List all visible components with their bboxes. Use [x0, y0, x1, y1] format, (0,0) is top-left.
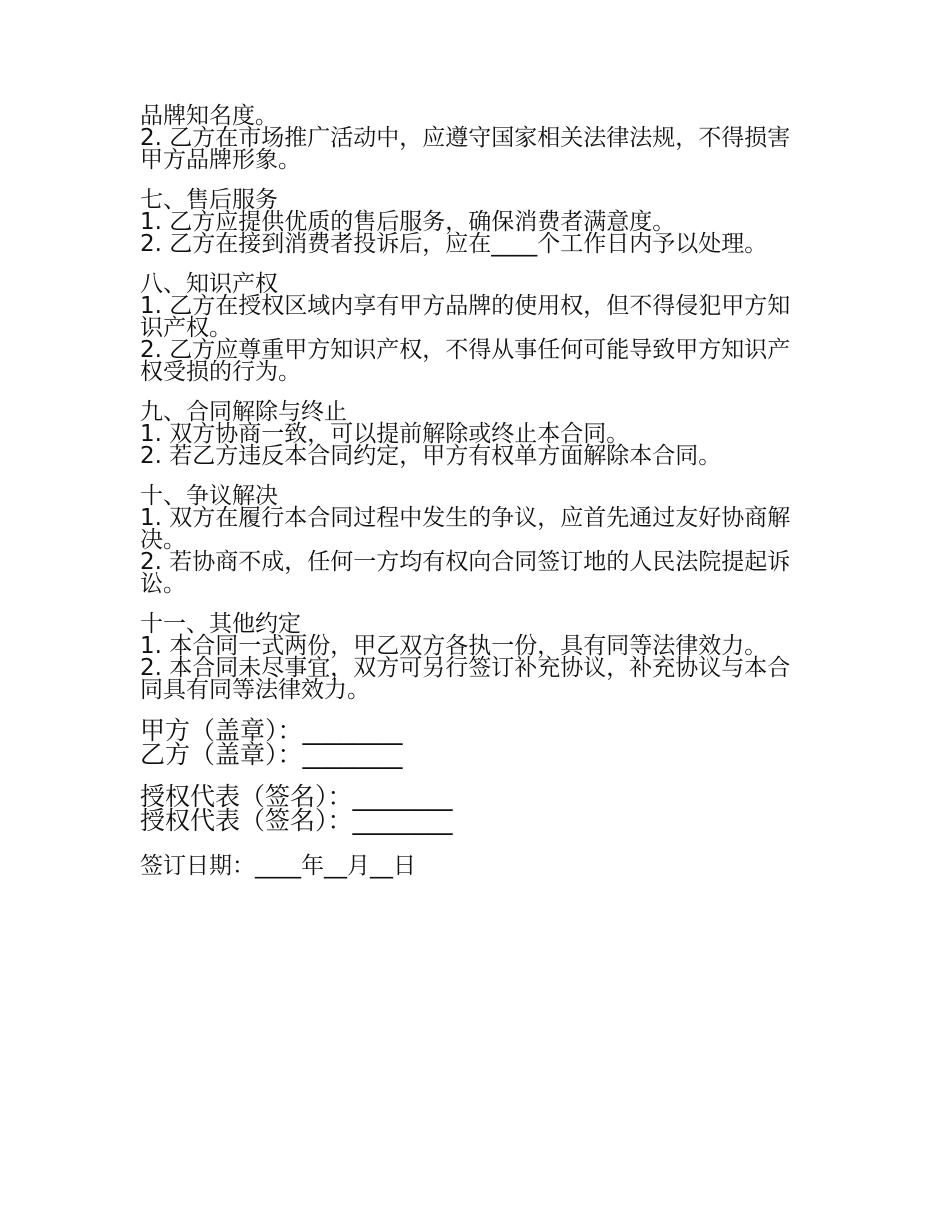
section-heading: 十、争议解决	[140, 483, 278, 509]
clause-item: 2. 若协商不成，任何一方均有权向合同签订地的人民法院提起诉讼。	[140, 549, 791, 597]
clause-item: 1. 双方在履行本合同过程中发生的争议，应首先通过友好协商解决。	[140, 505, 791, 553]
section-heading: 九、合同解除与终止	[140, 399, 347, 425]
clause-item: 1. 双方协商一致，可以提前解除或终止本合同。	[140, 421, 630, 447]
intro-line-2: 2. 乙方在市场推广活动中，应遵守国家相关法律法规，不得损害甲方品牌形象。	[140, 125, 791, 173]
clause-item: 1. 乙方应提供优质的售后服务，确保消费者满意度。	[140, 209, 676, 235]
section-heading: 十一、其他约定	[140, 611, 301, 637]
clause-item: 2. 若乙方违反本合同约定，甲方有权单方面解除本合同。	[140, 443, 722, 469]
intro-line-1: 品牌知名度。	[140, 103, 278, 129]
seal-block	[140, 716, 810, 769]
clause-item: 2. 乙方应尊重甲方知识产权，不得从事任何可能导致甲方知识产权受损的行为。	[140, 337, 791, 385]
section-termination	[140, 401, 810, 467]
section-heading: 七、售后服务	[140, 187, 278, 213]
rep-b-sign-line: 授权代表（签名）：________	[140, 806, 453, 835]
section-dispute	[140, 485, 810, 595]
clause-item: 2. 乙方在接到消费者投诉后，应在____个工作日内予以处理。	[140, 231, 768, 257]
clause-item: 2. 本合同未尽事宜，双方可另行签订补充协议，补充协议与本合同具有同等法律效力。	[140, 655, 791, 703]
contract-page	[140, 105, 810, 881]
section-other	[140, 613, 810, 701]
clause-item: 1. 乙方在授权区域内享有甲方品牌的使用权，但不得侵犯甲方知识产权。	[140, 293, 791, 341]
intro-block	[140, 105, 810, 171]
section-after-sales	[140, 189, 810, 255]
party-b-seal-line: 乙方（盖章）：________	[140, 740, 403, 769]
party-a-seal-line: 甲方（盖章）：________	[140, 716, 403, 745]
section-heading: 八、知识产权	[140, 271, 278, 297]
section-ip	[140, 273, 810, 383]
rep-a-sign-line: 授权代表（签名）：________	[140, 782, 453, 811]
signing-date-line: 签订日期：____年__月__日	[140, 853, 416, 879]
representative-block	[140, 782, 810, 835]
clause-item: 1. 本合同一式两份，甲乙双方各执一份，具有同等法律效力。	[140, 633, 768, 659]
